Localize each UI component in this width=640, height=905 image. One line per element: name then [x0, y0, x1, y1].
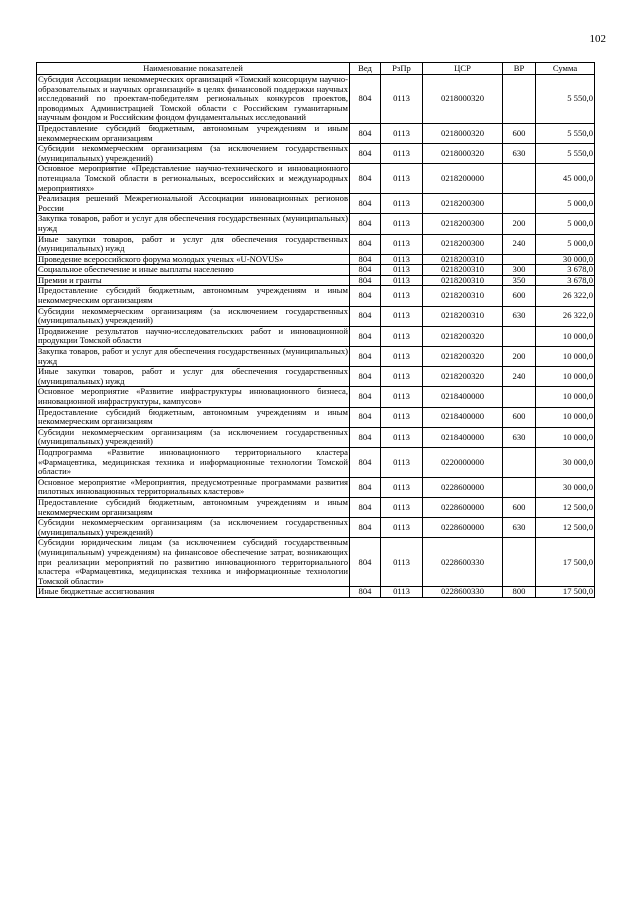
table-row [37, 347, 595, 367]
row-sum: 10 000,0 [536, 326, 595, 346]
row-csr: 0228600330 [423, 587, 503, 598]
row-csr: 0218400000 [423, 387, 503, 407]
table-row [37, 214, 595, 234]
row-ved: 804 [350, 587, 381, 598]
row-name: Предоставление субсидий бюджетным, автономным учреждениям и иным некоммерческим организациям [38, 122, 348, 143]
row-vr: 240 [503, 367, 536, 387]
table-row [37, 254, 595, 265]
row-csr: 0220000000 [423, 447, 503, 477]
row-name: Основное мероприятие «Представление научно-технического и инновационного потенциала Томской области в региональных, всероссийских и международных мероприятиях» [38, 163, 348, 193]
header-csr: ЦСР [423, 63, 503, 75]
row-rzpr: 0113 [381, 306, 423, 326]
row-rzpr: 0113 [381, 427, 423, 447]
row-vr: 300 [503, 265, 536, 276]
row-ved: 804 [350, 427, 381, 447]
row-sum: 5 000,0 [536, 234, 595, 254]
row-csr: 0218400000 [423, 407, 503, 427]
row-rzpr: 0113 [381, 407, 423, 427]
row-name: Основное мероприятие «Развитие инфраструктуры инновационного бизнеса, инновационной инфраструктуры, кампусов» [38, 386, 348, 406]
budget-table [36, 62, 595, 598]
row-csr: 0218200310 [423, 265, 503, 276]
row-vr: 240 [503, 234, 536, 254]
row-name: Продвижение результатов научно-исследовательских работ и инновационной продукции Томской области [38, 325, 348, 346]
row-sum: 30 000,0 [536, 477, 595, 497]
row-sum: 26 322,0 [536, 286, 595, 306]
header-vr: ВР [503, 63, 536, 75]
header-name: Наименование показателей [37, 63, 350, 75]
row-ved: 804 [350, 234, 381, 254]
table-row [37, 194, 595, 214]
row-rzpr: 0113 [381, 347, 423, 367]
row-name: Предоставление субсидий бюджетным, автономным учреждениям и иным некоммерческим организациям [38, 406, 348, 427]
row-rzpr: 0113 [381, 194, 423, 214]
row-vr [503, 75, 536, 124]
table-row [37, 367, 595, 387]
row-sum: 26 322,0 [536, 306, 595, 326]
row-name: Субсидии некоммерческим организациям (за исключением государственных (муниципальных) учреждений) [38, 517, 348, 537]
row-rzpr: 0113 [381, 254, 423, 265]
row-rzpr: 0113 [381, 265, 423, 276]
row-name: Субсидии некоммерческим организациям (за исключением государственных (муниципальных) учреждений) [38, 305, 348, 326]
row-ved: 804 [350, 164, 381, 194]
row-sum: 10 000,0 [536, 347, 595, 367]
table-row [37, 587, 595, 598]
table-row [37, 144, 595, 164]
table-row [37, 326, 595, 346]
row-vr: 630 [503, 306, 536, 326]
row-name: Подпрограмма «Развитие инновационного территориального кластера «Фармацевтика, медицинская техника и информационные технологии Томской области» [38, 446, 348, 477]
table-header [37, 63, 595, 75]
row-name: Предоставление субсидий бюджетным, автономным учреждениям и иным некоммерческим организациям [38, 496, 348, 517]
row-ved: 804 [350, 254, 381, 265]
row-sum: 30 000,0 [536, 447, 595, 477]
page-number: 102 [589, 33, 606, 45]
row-rzpr: 0113 [381, 214, 423, 234]
row-ved: 804 [350, 75, 381, 124]
table-row [37, 447, 595, 477]
row-rzpr: 0113 [381, 367, 423, 387]
row-rzpr: 0113 [381, 477, 423, 497]
row-vr [503, 326, 536, 346]
row-sum: 12 500,0 [536, 497, 595, 517]
table-row [37, 275, 595, 286]
row-vr: 630 [503, 144, 536, 164]
row-ved: 804 [350, 286, 381, 306]
row-csr: 0218000320 [423, 144, 503, 164]
row-rzpr: 0113 [381, 538, 423, 587]
row-ved: 804 [350, 326, 381, 346]
table-row [37, 407, 595, 427]
row-rzpr: 0113 [381, 144, 423, 164]
row-rzpr: 0113 [381, 164, 423, 194]
row-vr: 800 [503, 587, 536, 598]
row-ved: 804 [350, 367, 381, 387]
table-row [37, 306, 595, 326]
row-sum: 10 000,0 [536, 427, 595, 447]
table-row [37, 387, 595, 407]
header-sum: Сумма [536, 63, 595, 75]
row-name: Основное мероприятие «Мероприятия, предусмотренные программами развития пилотных инновационных территориальных кластеров» [38, 476, 348, 497]
row-vr: 200 [503, 214, 536, 234]
row-name: Закупка товаров, работ и услуг для обеспечения государственных (муниципальных) нужд [38, 346, 348, 366]
row-csr: 0218000320 [423, 123, 503, 143]
table-row [37, 265, 595, 276]
row-vr: 600 [503, 286, 536, 306]
row-ved: 804 [350, 477, 381, 497]
row-csr: 0228600330 [423, 538, 503, 587]
row-vr [503, 447, 536, 477]
row-sum: 5 000,0 [536, 214, 595, 234]
row-sum: 45 000,0 [536, 164, 595, 194]
row-csr: 0218400000 [423, 427, 503, 447]
row-vr: 630 [503, 427, 536, 447]
row-ved: 804 [350, 214, 381, 234]
row-ved: 804 [350, 123, 381, 143]
table-row [37, 123, 595, 143]
row-name: Предоставление субсидий бюджетным, автономным учреждениям и иным некоммерческим организациям [38, 285, 348, 306]
row-rzpr: 0113 [381, 286, 423, 306]
table-row [37, 234, 595, 254]
row-ved: 804 [350, 387, 381, 407]
row-csr: 0228600000 [423, 477, 503, 497]
row-sum: 10 000,0 [536, 407, 595, 427]
row-csr: 0218200000 [423, 164, 503, 194]
row-sum: 3 678,0 [536, 275, 595, 286]
row-ved: 804 [350, 194, 381, 214]
table-row [37, 538, 595, 587]
row-sum: 5 550,0 [536, 75, 595, 124]
row-name: Закупка товаров, работ и услуг для обеспечения государственных (муниципальных) нужд [38, 213, 348, 233]
row-csr: 0218200300 [423, 214, 503, 234]
row-ved: 804 [350, 265, 381, 276]
row-sum: 17 500,0 [536, 538, 595, 587]
row-sum: 10 000,0 [536, 367, 595, 387]
row-ved: 804 [350, 144, 381, 164]
row-ved: 804 [350, 347, 381, 367]
row-csr: 0228600000 [423, 497, 503, 517]
header-rzpr: РзПр [381, 63, 423, 75]
row-vr: 350 [503, 275, 536, 286]
row-vr: 600 [503, 497, 536, 517]
row-csr: 0218200320 [423, 326, 503, 346]
row-sum: 10 000,0 [536, 387, 595, 407]
row-sum: 5 550,0 [536, 144, 595, 164]
row-vr: 630 [503, 518, 536, 538]
row-rzpr: 0113 [381, 326, 423, 346]
row-name: Субсидии юридическим лицам (за исключением субсидий государственным (муниципальным) учреждениям) на финансовое обеспечение затрат, возникающих при реализации мероприятий по развитию инновационного территориального кластера «Фармацевтика, медицинская техника и информационные технологии Томской области» [38, 537, 348, 586]
row-vr [503, 538, 536, 587]
row-csr: 0218200320 [423, 367, 503, 387]
row-vr [503, 194, 536, 214]
table-row [37, 518, 595, 538]
table-row [37, 427, 595, 447]
row-csr: 0218200320 [423, 347, 503, 367]
row-ved: 804 [350, 447, 381, 477]
row-sum: 12 500,0 [536, 518, 595, 538]
row-name: Реализация решений Межрегиональной Ассоциации инновационных регионов России [38, 193, 348, 213]
row-name: Иные бюджетные ассигнования [37, 587, 350, 598]
row-sum: 3 678,0 [536, 265, 595, 276]
row-rzpr: 0113 [381, 497, 423, 517]
row-rzpr: 0113 [381, 387, 423, 407]
row-vr: 600 [503, 407, 536, 427]
row-vr [503, 477, 536, 497]
row-ved: 804 [350, 407, 381, 427]
table-row [37, 477, 595, 497]
row-rzpr: 0113 [381, 518, 423, 538]
row-name: Субсидии некоммерческим организациям (за исключением государственных (муниципальных) учреждений) [38, 426, 348, 447]
row-ved: 804 [350, 538, 381, 587]
table-row [37, 497, 595, 517]
row-rzpr: 0113 [381, 275, 423, 286]
row-vr [503, 387, 536, 407]
row-ved: 804 [350, 518, 381, 538]
row-rzpr: 0113 [381, 587, 423, 598]
row-sum: 17 500,0 [536, 587, 595, 598]
row-ved: 804 [350, 275, 381, 286]
row-name: Премии и гранты [37, 275, 350, 286]
row-name: Субсидия Ассоциации некоммерческих организаций «Томский консорциум научно-образовательных и научных организаций» в целях финансовой поддержки научных исследований по проектам-победителям региональных конкурсов проектов, проводимых Администрацией Томской области с Российским гуманитарным научным фондом и Российским фондом фундаментальных исследований [38, 74, 348, 123]
header-ved: Вед [350, 63, 381, 75]
header-row [37, 63, 595, 75]
row-name: Социальное обеспечение и иные выплаты населению [37, 265, 350, 276]
row-ved: 804 [350, 497, 381, 517]
row-csr: 0218200310 [423, 275, 503, 286]
row-rzpr: 0113 [381, 75, 423, 124]
row-csr: 0218200310 [423, 254, 503, 265]
row-name: Субсидии некоммерческим организациям (за исключением государственных (муниципальных) учреждений) [38, 143, 348, 163]
row-vr [503, 254, 536, 265]
row-csr: 0218200310 [423, 286, 503, 306]
row-vr [503, 164, 536, 194]
row-name: Иные закупки товаров, работ и услуг для обеспечения государственных (муниципальных) нужд [38, 233, 348, 254]
row-sum: 5 550,0 [536, 123, 595, 143]
table-row [37, 286, 595, 306]
row-vr: 200 [503, 347, 536, 367]
row-csr: 0228600000 [423, 518, 503, 538]
row-ved: 804 [350, 306, 381, 326]
row-name: Проведение всероссийского форума молодых ученых «U-NOVUS» [37, 254, 350, 265]
table-row [37, 75, 595, 124]
row-csr: 0218200300 [423, 234, 503, 254]
row-csr: 0218000320 [423, 75, 503, 124]
row-name: Иные закупки товаров, работ и услуг для обеспечения государственных (муниципальных) нужд [38, 366, 348, 386]
table-row [37, 164, 595, 194]
row-sum: 30 000,0 [536, 254, 595, 265]
row-sum: 5 000,0 [536, 194, 595, 214]
row-csr: 0218200310 [423, 306, 503, 326]
row-rzpr: 0113 [381, 234, 423, 254]
row-rzpr: 0113 [381, 447, 423, 477]
row-rzpr: 0113 [381, 123, 423, 143]
row-vr: 600 [503, 123, 536, 143]
row-csr: 0218200300 [423, 194, 503, 214]
table-body [37, 75, 595, 598]
